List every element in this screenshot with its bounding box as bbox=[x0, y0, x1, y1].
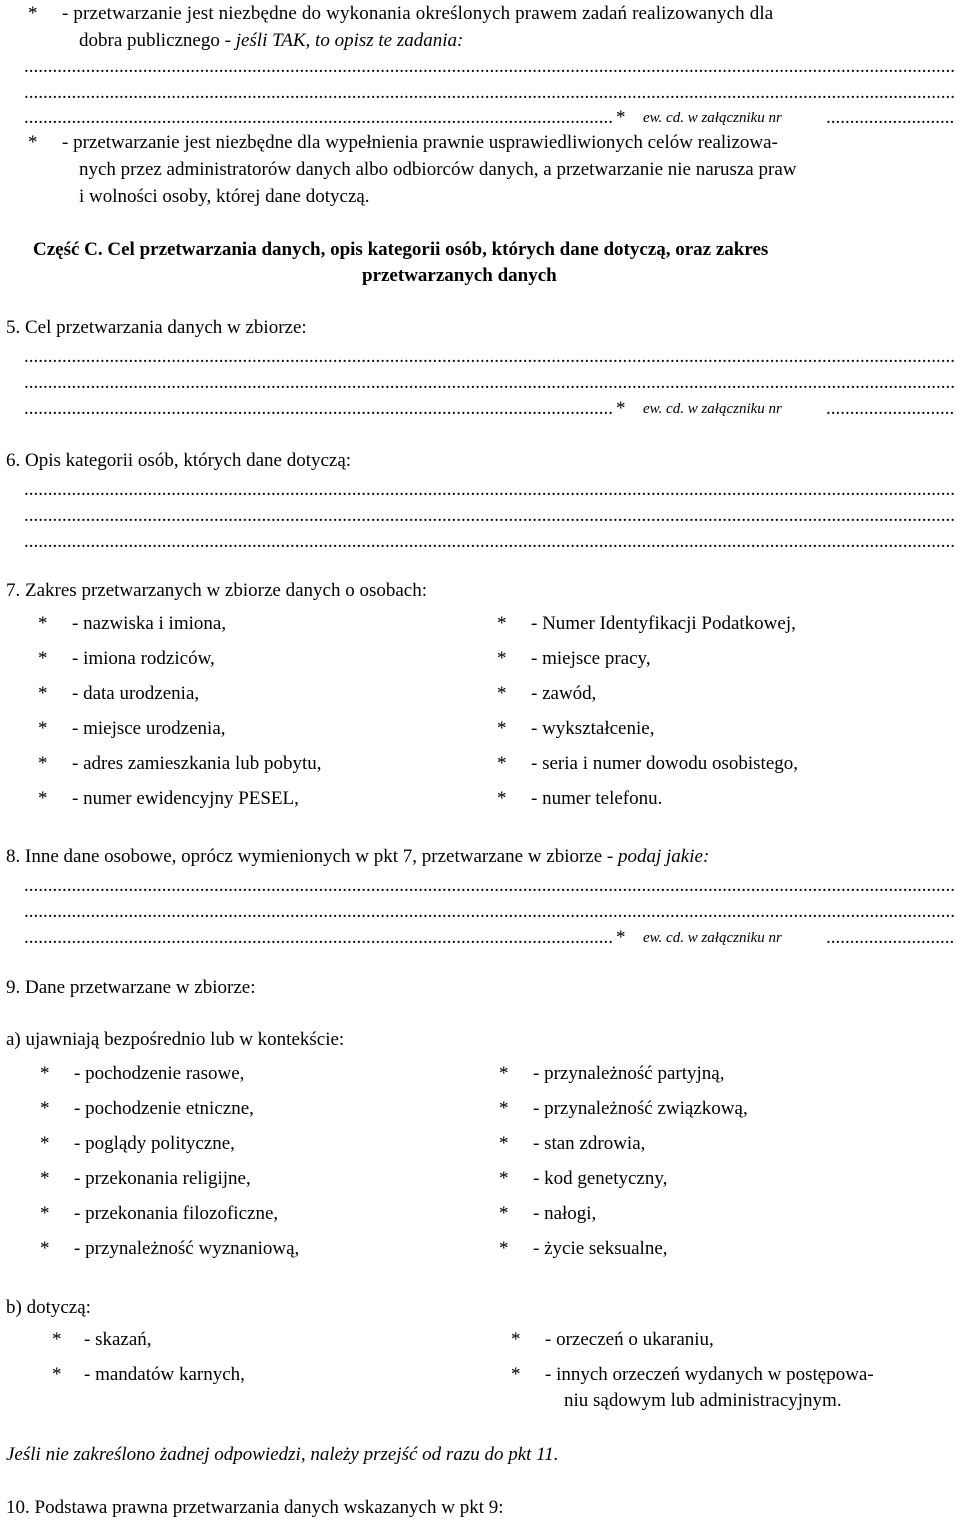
annex-label: ew. cd. w załączniku nr bbox=[643, 110, 782, 126]
checkbox-marker[interactable]: * bbox=[40, 1133, 50, 1154]
q7-option: - numer ewidencyjny PESEL, bbox=[72, 788, 299, 809]
q7-option: - zawód, bbox=[531, 683, 597, 704]
checkbox-marker[interactable]: * bbox=[52, 1364, 62, 1385]
question-9-label: 9. Dane przetwarzane w zbiorze: bbox=[6, 977, 256, 998]
q9a-option: - nałogi, bbox=[533, 1203, 597, 1224]
checkbox-marker[interactable]: * bbox=[497, 683, 507, 704]
checkbox-marker[interactable]: * bbox=[40, 1063, 50, 1084]
answer-line[interactable] bbox=[24, 347, 954, 366]
checkbox-marker[interactable]: * bbox=[499, 1203, 509, 1224]
checkbox-marker[interactable]: * bbox=[40, 1168, 50, 1189]
answer-line[interactable] bbox=[24, 506, 954, 525]
q7-option: - wykształcenie, bbox=[531, 718, 655, 739]
annex-label: ew. cd. w załączniku nr bbox=[643, 401, 782, 417]
answer-line[interactable] bbox=[24, 373, 954, 392]
question-8-label: 8. Inne dane osobowe, oprócz wymienionych w pkt 7, przetwarzane w zbiorze - podaj jakie: bbox=[6, 846, 710, 867]
q7-option: - numer telefonu. bbox=[531, 788, 663, 809]
answer-line[interactable] bbox=[24, 399, 614, 418]
checkbox-marker[interactable]: * bbox=[497, 788, 507, 809]
annex-number-field[interactable] bbox=[826, 399, 954, 418]
question-6-label: 6. Opis kategorii osób, których dane dotyczą: bbox=[6, 450, 352, 471]
question-5-label: 5. Cel przetwarzania danych w zbiorze: bbox=[6, 317, 307, 338]
q9a-option: - przekonania religijne, bbox=[74, 1168, 251, 1189]
q7-option: - imiona rodziców, bbox=[72, 648, 215, 669]
q9a-option: - przynależność wyznaniową, bbox=[74, 1238, 300, 1259]
checkbox-marker[interactable]: * bbox=[28, 132, 38, 153]
q9a-option: - przynależność związkową, bbox=[533, 1098, 748, 1119]
checkbox-marker[interactable]: * bbox=[38, 788, 48, 809]
checkbox-marker[interactable]: * bbox=[499, 1098, 509, 1119]
checkbox-marker[interactable]: * bbox=[497, 613, 507, 634]
checkbox-marker[interactable]: * bbox=[38, 753, 48, 774]
q9a-option: - poglądy polityczne, bbox=[74, 1133, 235, 1154]
q7-option: - data urodzenia, bbox=[72, 683, 200, 704]
checkbox-marker[interactable]: * bbox=[499, 1133, 509, 1154]
answer-line[interactable] bbox=[24, 876, 954, 895]
q9b-label: b) dotyczą: bbox=[6, 1297, 91, 1318]
option-legitimate-interest: - przetwarzanie jest niezbędne dla wypełnienia prawnie usprawiedliwionych celów realizowa- bbox=[62, 132, 778, 153]
checkbox-marker[interactable]: * bbox=[28, 3, 38, 24]
checkbox-marker[interactable]: * bbox=[38, 718, 48, 739]
checkbox-marker[interactable]: * bbox=[497, 753, 507, 774]
q9a-label: a) ujawniają bezpośrednio lub w kontekście: bbox=[6, 1029, 345, 1050]
option-legitimate-interest-cont: i wolności osoby, której dane dotyczą. bbox=[79, 186, 370, 207]
q9b-option: - mandatów karnych, bbox=[84, 1364, 245, 1385]
question-7-label: 7. Zakres przetwarzanych w zbiorze danych o osobach: bbox=[6, 580, 427, 601]
q9a-option: - przynależność partyjną, bbox=[533, 1063, 725, 1084]
q7-option: - Numer Identyfikacji Podatkowej, bbox=[531, 613, 796, 634]
answer-line[interactable] bbox=[24, 902, 954, 921]
checkbox-marker[interactable]: * bbox=[499, 1168, 509, 1189]
q7-option: - adres zamieszkania lub pobytu, bbox=[72, 753, 322, 774]
checkbox-marker[interactable]: * bbox=[40, 1238, 50, 1259]
checkbox-marker[interactable]: * bbox=[38, 648, 48, 669]
q9a-option: - kod genetyczny, bbox=[533, 1168, 668, 1189]
annex-number-field[interactable] bbox=[826, 928, 954, 947]
q9a-option: - przekonania filozoficzne, bbox=[74, 1203, 279, 1224]
checkbox-marker[interactable]: * bbox=[52, 1329, 62, 1350]
section-heading: Część C. Cel przetwarzania danych, opis kategorii osób, których dane dotyczą, oraz zakres bbox=[33, 239, 769, 260]
q7-option: - miejsce pracy, bbox=[531, 648, 651, 669]
q9b-option: - orzeczeń o ukaraniu, bbox=[545, 1329, 714, 1350]
checkbox-marker[interactable]: * bbox=[499, 1063, 509, 1084]
answer-line[interactable] bbox=[24, 83, 954, 102]
checkbox-marker[interactable]: * bbox=[499, 1238, 509, 1259]
q7-option: - seria i numer dowodu osobistego, bbox=[531, 753, 799, 774]
annex-star: * bbox=[616, 107, 626, 128]
answer-line[interactable] bbox=[24, 57, 954, 76]
instruction-note: Jeśli nie zakreślono żadnej odpowiedzi, należy przejść od razu do pkt 11. bbox=[6, 1444, 559, 1465]
option-public-tasks-cont: dobra publicznego - jeśli TAK, to opisz te zadania: bbox=[79, 30, 464, 51]
checkbox-marker[interactable]: * bbox=[38, 613, 48, 634]
q9b-option: - skazań, bbox=[84, 1329, 152, 1350]
question-10-label: 10. Podstawa prawna przetwarzania danych wskazanych w pkt 9: bbox=[6, 1497, 504, 1518]
q9a-option: - pochodzenie rasowe, bbox=[74, 1063, 245, 1084]
q9a-option: - pochodzenie etniczne, bbox=[74, 1098, 254, 1119]
q7-option: - nazwiska i imiona, bbox=[72, 613, 227, 634]
option-public-tasks: - przetwarzanie jest niezbędne do wykonania określonych prawem zadań realizowanych dla bbox=[62, 3, 774, 24]
annex-star: * bbox=[616, 927, 626, 948]
checkbox-marker[interactable]: * bbox=[40, 1203, 50, 1224]
annex-number-field[interactable] bbox=[826, 108, 954, 127]
answer-line[interactable] bbox=[24, 480, 954, 499]
checkbox-marker[interactable]: * bbox=[511, 1329, 521, 1350]
q9b-option-cont: niu sądowym lub administracyjnym. bbox=[564, 1390, 842, 1411]
answer-line[interactable] bbox=[24, 108, 614, 127]
answer-line[interactable] bbox=[24, 928, 614, 947]
q7-option: - miejsce urodzenia, bbox=[72, 718, 226, 739]
q9a-option: - stan zdrowia, bbox=[533, 1133, 646, 1154]
checkbox-marker[interactable]: * bbox=[511, 1364, 521, 1385]
checkbox-marker[interactable]: * bbox=[497, 648, 507, 669]
checkbox-marker[interactable]: * bbox=[497, 718, 507, 739]
option-legitimate-interest-cont: nych przez administratorów danych albo odbiorców danych, a przetwarzanie nie narusza praw bbox=[79, 159, 797, 180]
q9a-option: - życie seksualne, bbox=[533, 1238, 668, 1259]
answer-line[interactable] bbox=[24, 532, 954, 551]
section-heading-cont: przetwarzanych danych bbox=[362, 265, 557, 286]
q9b-option: - innych orzeczeń wydanych w postępowa- bbox=[545, 1364, 874, 1385]
annex-star: * bbox=[616, 398, 626, 419]
checkbox-marker[interactable]: * bbox=[40, 1098, 50, 1119]
checkbox-marker[interactable]: * bbox=[38, 683, 48, 704]
annex-label: ew. cd. w załączniku nr bbox=[643, 930, 782, 946]
